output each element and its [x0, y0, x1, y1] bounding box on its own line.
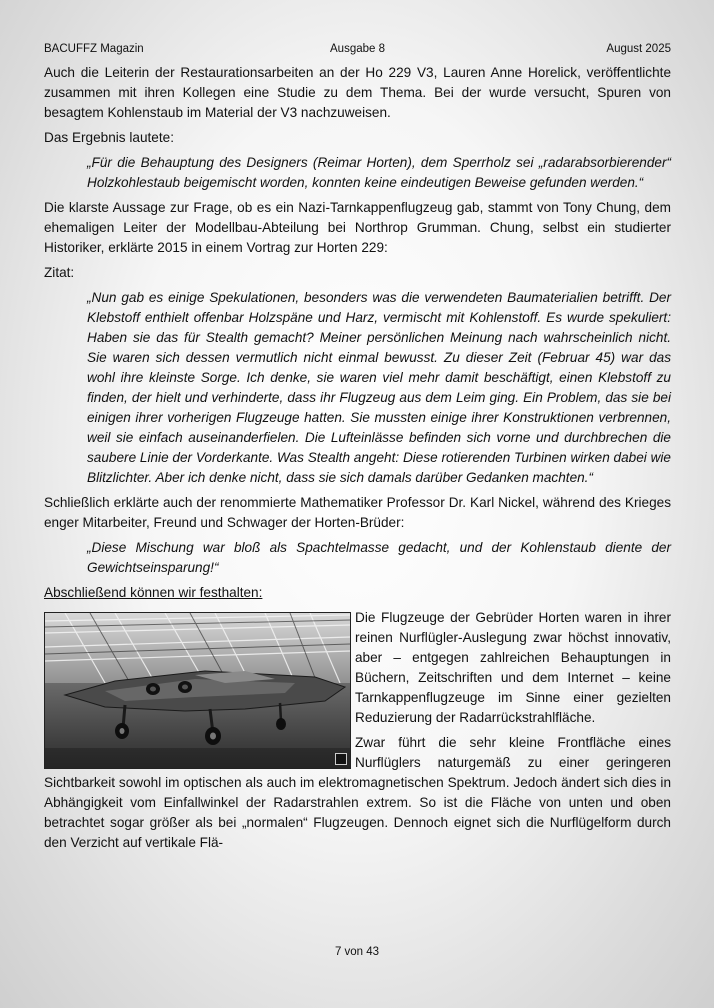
quote-tony-chung: „Nun gab es einige Spekulationen, besonders was die verwendeten Baumaterialien betrifft. Der Klebstoff enthielt offenbar Holzspäne und Harz, vermischt mit Kohlenstoff. Es wurde spekuliert: Haben sie das für Stealth gemacht? Meiner persönlichen Meinung nach wahrscheinlich nicht. Sie waren sich dessen vermutlich nicht einmal bewusst. Zu dieser Zeit (Februar 45) war das wohl ihre kleinste Sorge. Ich denke, sie waren viel mehr damit beschäftigt, einen Klebstoff zu finden, der hielt und verhinderte, dass ihr Flugzeug aus dem Leim ging. Ein Problem, das sie bei einigen ihrer vorherigen Flugzeuge hatten. Sie mussten einige ihrer Konstruktionen verbrennen, weil sie einfach auseinanderfielen. Die Lufteinlässe befinden sich vorne und durchbrechen die saubere Linie der Vorderkante. Was Stealth angeht: Diese rotierenden Turbinen wirken dabei wie Blitzlichter. Aber ich denke nicht, dass sie sich damals darüber Gedanken machten.“ — [87, 290, 671, 485]
hangar-photo-drawing — [45, 613, 350, 768]
paragraph-conclusion — [44, 608, 671, 728]
paragraph-quote-label: Zitat: — [44, 265, 75, 280]
expand-icon[interactable] — [335, 753, 347, 765]
issue-number: Ausgabe 8 — [330, 43, 385, 55]
paragraph-conclusion-text: Die Flugzeuge der Gebrüder Horten waren in ihrer reinen Nurflügler-Auslegung zwar höchst innovativ, aber – entgegen zahlreichen Behauptungen in Büchern, Zeitschriften und dem Internet – keine Tarnkappenflugzeuge im Sinne einer gezielten Reduzierung der Radarrückstrahlfläche. — [355, 610, 671, 725]
paragraph-result-intro: Das Ergebnis lautete: — [44, 130, 174, 145]
quote-study-result: „Für die Behauptung des Designers (Reimar Horten), dem Sperrholz sei „radarabsorbierender“ Holzkohlestaub beigemischt worden, konnten keine eindeutigen Beweise gefunden werden.“ — [87, 155, 671, 190]
page-header — [44, 43, 671, 59]
article-body — [44, 63, 671, 858]
paragraph-restoration-study: Auch die Leiterin der Restaurationsarbeiten an der Ho 229 V3, Lauren Anne Horelick, veröffentlichte zusammen mit ihren Kollegen eine Studie zu dem Thema. Bei der wurde versucht, Spuren von besagtem Kohlenstaub im Material der V3 nachzuweisen. — [44, 65, 671, 120]
conclusion-heading: Abschließend können wir festhalten: — [44, 585, 263, 600]
magazine-name: BACUFFZ Magazin — [44, 43, 144, 55]
figure-horten-hangar-photo[interactable] — [44, 612, 351, 769]
quote-karl-nickel: „Diese Mischung war bloß als Spachtelmasse gedacht, und der Kohlenstaub diente der Gewichtseinsparung!“ — [87, 540, 671, 575]
paragraph-frontal-area: Zwar führt die sehr kleine Frontfläche eines Nurflüglers naturgemäß zu einer geringeren Sichtbarkeit sowohl im optischen als auch im elektromagnetischen Spektrum. Jedoch ändert sich dies in Abhängigkeit vom Einfallwinkel der Radarstrahlen extrem. So ist die Fläche von unten und oben betrachtet sogar größer als bei „normalen“ Flugzeugen. Dennoch eignet sich die Nurflügelform durch den Verzicht auf vertikale Flä- — [44, 735, 671, 850]
paragraph-karl-nickel: Schließlich erklärte auch der renommierte Mathematiker Professor Dr. Karl Nickel, während des Krieges enger Mitarbeiter, Freund und Schwager der Horten-Brüder: — [44, 495, 671, 530]
paragraph-tony-chung: Die klarste Aussage zur Frage, ob es ein Nazi-Tarnkappenflugzeug gab, stammt von Tony Chung, dem ehemaligen Leiter der Modellbau-Abteilung bei Northrop Grumman. Chung, selbst ein studierter Historiker, erklärte 2015 in einem Vortrag zur Horten 229: — [44, 200, 671, 255]
issue-date: August 2025 — [606, 43, 671, 55]
page-number: 7 von 43 — [334, 946, 380, 958]
